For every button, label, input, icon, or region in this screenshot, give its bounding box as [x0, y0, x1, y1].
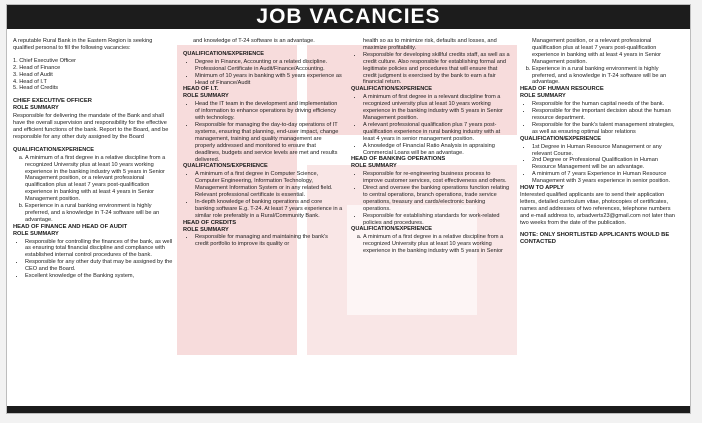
list-item: • Head the IT team in the development and implementation of information to enhance operations by driving efficiency with technology.: [195, 101, 343, 122]
intro-text: A reputable Rural Bank in the Eastern Region is seeking qualified personal to fill the following vacancies:: [13, 38, 153, 51]
subsection-heading: QUALIFICATION/EXPERIENCE: [351, 226, 433, 233]
column-1: [13, 38, 173, 280]
section-heading: HEAD OF CREDITS: [183, 219, 237, 226]
subsection-heading: ROLE SUMMARY: [351, 163, 397, 170]
list-item: • Excellent knowledge of the Banking system,: [25, 273, 173, 280]
list-item: • A minimum of 7 years Experience in Human Resource Management with 3 years experience in senior position.: [532, 171, 680, 185]
list-item: • Direct and oversee the banking operations function relating to central operations, branch operations, trade service operations, treasury and cards/electronic banking operations.: [363, 185, 511, 213]
note-text: NOTE: ONLY SHORTLISTED APPLICANTS WOULD BE CONTACTED: [520, 232, 670, 246]
subsection-heading: ROLE SUMMARY: [183, 93, 229, 100]
list-item: • A relevant professional qualification plus 7 years post-qualification experience in rural banking industry with at least 4 years in senior management position.: [363, 122, 511, 143]
list-item: • A minimum of a first degree in Computer Science, Computer Engineering, Information Technology, Management Information System or in any related field. Relevant professional certificate is essential.: [195, 171, 343, 199]
qualification-list: [520, 38, 680, 86]
list-item: Management position, or a relevant professional qualification plus at least 7 years post-qualification experience in banking with at least 4 years in Senior Management position.: [532, 38, 662, 65]
list-item: • Responsible for the important decision about the human resource department.: [532, 108, 680, 122]
list-item: • Responsible for developing skillful credits staff, as well as a credit culture. Also responsible for establishing formal and legitimate policies and procedures that will ensure that credit judgment is exercised by the bank to earn a fair financial return.: [363, 52, 511, 87]
list-item: b. Experience in a rural banking environment is highly preferred, and a knowledge in T-24 software will be an advantage.: [25, 203, 173, 224]
qualification-list: [13, 155, 173, 224]
list-item: • Responsible for re-engineering business process to improve customer services, cost effectiveness and others.: [363, 171, 511, 185]
subsection-heading: ROLE SUMMARY: [13, 230, 59, 237]
vacancy-item: 2. Head of Finance: [13, 64, 61, 71]
subsection-heading: QUALIFICATION/EXPERIENCE: [13, 146, 95, 153]
subsection-heading: QUALIFICATIONS/EXPERIENCE: [183, 163, 268, 170]
list-item: • In-depth knowledge of banking operations and core banking software E.g. T-24. At least 7 years experience in a similar role preferably in a Rural/Community Bank.: [195, 199, 343, 220]
qualification-list: [351, 94, 511, 156]
qualification-list: [351, 234, 511, 255]
list-item: • Degree in Finance, Accounting or a related discipline. Professional Certificate in Audit/Finance/Accounting.: [195, 59, 343, 73]
continued-text: and knowledge of T-24 software is an advantage.: [193, 38, 315, 44]
list-item: • 1st Degree in Human Resource Management or any relevant Course.: [532, 144, 680, 158]
role-summary-list: [520, 101, 680, 136]
list-item: a. A minimum of a first degree in a relative discipline from a recognized University plus at least 10 years working experience in the banking industry with 5 years in Senior Management position, or a relevant professional qualification plus at least 7 years post-qualification experience in banking with at least 4 years in Senior Management position.: [25, 155, 173, 203]
list-item: a. A minimum of a first degree in a relative discipline from a recognized University plus at least 10 years working experience in the banking industry with 5 years in Senior: [363, 234, 511, 255]
subsection-heading: ROLE SUMMARY: [520, 93, 566, 100]
list-item: • Minimum of 10 years in banking with 5 years experience as Head of Finance/Audit: [195, 73, 343, 87]
role-summary-list: [13, 239, 173, 280]
list-item: • Responsible for establishing standards for work-related policies and procedures.: [363, 213, 511, 227]
list-item: • Responsible for the bank's talent management strategies, as well as ensuring optimal labor relations: [532, 122, 680, 136]
column-3: [351, 38, 511, 255]
section-heading: HEAD OF FINANCE AND HEAD OF AUDIT: [13, 223, 128, 230]
section-heading: HEAD OF BANKING OPERATIONS: [351, 156, 446, 163]
list-item: • Responsible for any other duty that may be assigned by the CEO and the Board.: [25, 259, 173, 273]
qualification-list: [183, 171, 343, 219]
qualification-list: [183, 59, 343, 87]
role-summary-list: [183, 234, 343, 248]
list-item: • A knowledge of Financial Ratio Analysis in appraising Commercial Loans will be an advantage.: [363, 143, 511, 157]
vacancy-item: 4. Head of I.T: [13, 78, 47, 85]
section-heading: HEAD OF I.T.: [183, 86, 219, 93]
list-item: • Responsible for controlling the finances of the bank, as well as ensuring total financial discipline and compliance with established internal control procedures of the bank.: [25, 239, 173, 260]
bottom-bar: [7, 406, 690, 413]
role-summary-text: Responsible for delivering the mandate of the Bank and shall have the overall supervision and responsibility for the effective and efficient functions of the bank. Report to the Board, and be responsible for any other duty assigned by the Board: [13, 113, 169, 140]
section-heading: HOW TO APPLY: [520, 185, 564, 192]
vacancy-item: 5. Head of Credits: [13, 85, 59, 92]
subsection-heading: ROLE SUMMARY: [183, 226, 229, 233]
subsection-heading: QUALIFICATION/EXPERIENCE: [351, 86, 433, 93]
vacancy-list: [13, 58, 173, 93]
role-summary-list: [183, 101, 343, 163]
list-item: • Responsible for managing and maintaining the bank's credit portfolio to improve its quality or: [195, 234, 343, 248]
qualification-list: [520, 144, 680, 185]
list-item: health so as to minimize risk, defaults and losses, and maximize profitability.: [363, 38, 497, 51]
list-item: • Responsible for managing the day-to-day operations of IT systems, ensuring that planning, end-user impact, change management, training and quality management are properly addressed and monitored to ensure that deadlines, budgets and service levels are met and results delivered.: [195, 122, 343, 163]
vacancy-item: 3. Head of Audit: [13, 71, 53, 78]
job-vacancies-advert: [6, 4, 691, 414]
section-heading: CHIEF EXECUTIVE OFFICER: [13, 98, 92, 105]
role-summary-list: [351, 38, 511, 86]
section-heading: HEAD OF HUMAN RESOURCE: [520, 86, 604, 93]
vacancy-item: 1. Chief Executive Officer: [13, 57, 77, 64]
list-item: • Responsible for the human capital needs of the bank.: [532, 101, 680, 108]
page-title: JOB VACANCIES: [7, 5, 690, 29]
column-2: [183, 38, 343, 248]
how-to-apply-text: Interested qualified applicants are to send their application letters, detailed curriculum vitae, photocopies of certificates, names and addresses of two references, telephone numbers and e-mail address to, arbadverts23@gmail.com not later than two weeks from the date of the publication.: [520, 191, 675, 226]
subsection-heading: QUALIFICATION/EXPERIENCE: [183, 50, 265, 57]
list-item: b. Experience in a rural banking environment is highly preferred, and a knowledge in T-24 software will be an advantage.: [532, 66, 680, 87]
list-item: • A minimum of first degree in a relevant discipline from a recognized university plus at least 10 years working experience in the banking industry with 5 years in Senior Management position.: [363, 94, 511, 122]
list-item: • 2nd Degree or Professional Qualification in Human Resource Management will be an advantage.: [532, 157, 680, 171]
column-4: [520, 38, 680, 246]
role-summary-list: [351, 171, 511, 226]
subsection-heading: ROLE SUMMARY: [13, 105, 59, 112]
subsection-heading: QUALIFICATION/EXPERIENCE: [520, 135, 602, 142]
